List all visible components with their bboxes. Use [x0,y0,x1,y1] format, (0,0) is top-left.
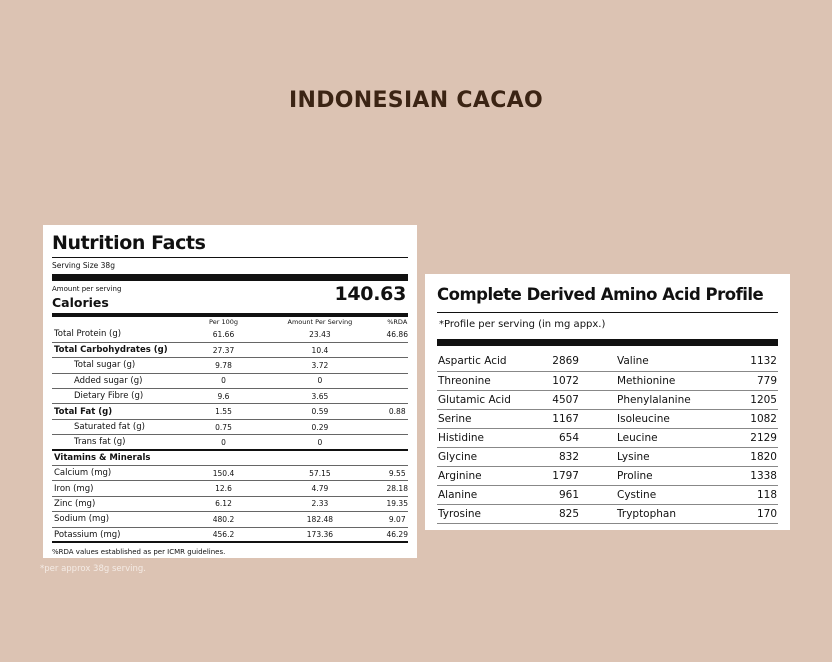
nutrient-per100: 12.6 [194,481,254,496]
amino-name: Methionine [617,371,727,390]
amino-value: 1082 [727,409,778,428]
nutrient-per-serving: 0.59 [253,404,386,419]
nutrient-per-serving: 2.33 [253,496,386,511]
serving-note: *per approx 38g serving. [40,564,146,574]
column-header-rda: %RDA [387,318,408,326]
table-row [52,404,408,419]
nutrient-per100 [194,450,254,465]
nutrient-per100: 1.55 [194,404,254,419]
nutrient-name: Total Protein (g) [52,327,194,342]
spacer [579,485,617,504]
nutrient-per100: 27.37 [194,342,254,357]
nutrient-per100: 61.66 [194,327,254,342]
table-row [52,435,408,450]
nutrition-facts-card [43,225,417,558]
table-row [52,481,408,496]
nutrient-rda [387,358,409,373]
amino-value: 1205 [727,390,778,409]
table-row [437,352,778,371]
table-row [52,496,408,511]
nutrient-per-serving [253,450,386,465]
amino-acid-table [437,352,778,524]
amino-acid-subtitle: *Profile per serving (in mg appx.) [439,319,606,330]
nutrient-per-serving: 10.4 [253,342,386,357]
nutrient-per100: 150.4 [194,466,254,481]
column-header-name [52,317,194,327]
spacer [579,504,617,523]
spacer [579,371,617,390]
amino-value: 779 [727,371,778,390]
table-row [52,527,408,542]
amino-value: 1338 [727,466,778,485]
amino-value: 1132 [727,352,778,371]
amino-acid-card [425,274,790,530]
table-row [437,485,778,504]
rda-footnote: %RDA values established as per ICMR guidelines. [52,548,226,557]
divider-thick [437,339,778,346]
table-row [52,342,408,357]
page-title: INDONESIAN CACAO [289,88,543,113]
nutrient-per100: 0 [194,435,254,450]
nutrition-facts-title: Nutrition Facts [52,232,206,254]
nutrient-name: Total sugar (g) [52,358,194,373]
section-heading-vitamins-minerals: Vitamins & Minerals [52,450,194,465]
amino-name: Aspartic Acid [437,352,537,371]
nutrient-name: Iron (mg) [52,481,194,496]
spacer [579,390,617,409]
nutrient-name: Zinc (mg) [52,496,194,511]
nutrient-per100: 480.2 [194,512,254,527]
table-row [52,512,408,527]
amino-value: 654 [537,428,579,447]
spacer [579,466,617,485]
amino-value: 832 [537,447,579,466]
amino-name: Isoleucine [617,409,727,428]
nutrient-rda: 46.86 [387,327,409,342]
amino-value: 2129 [727,428,778,447]
nutrient-rda: 19.35 [387,496,409,511]
amino-name: Lysine [617,447,727,466]
amino-value: 961 [537,485,579,504]
calories-label: Calories [52,295,109,310]
calories-section [52,281,408,313]
nutrient-per100: 0.75 [194,419,254,434]
table-row [437,466,778,485]
nutrient-per100: 9.6 [194,389,254,404]
table-row [437,447,778,466]
table-row [52,389,408,404]
nutrient-rda [387,450,409,465]
serving-size: Serving Size 38g [52,261,115,270]
amino-name: Proline [617,466,727,485]
spacer [579,428,617,447]
amino-value: 1072 [537,371,579,390]
amino-name: Arginine [437,466,537,485]
nutrient-name: Dietary Fibre (g) [52,389,194,404]
nutrition-table [52,317,408,543]
table-row [437,390,778,409]
amino-value: 825 [537,504,579,523]
amino-name: Threonine [437,371,537,390]
amino-name: Tyrosine [437,504,537,523]
spacer [579,352,617,371]
amount-per-serving-label: Amount per serving [52,285,122,293]
amino-name: Glycine [437,447,537,466]
nutrient-rda: 9.07 [387,512,409,527]
nutrient-per-serving: 0.29 [253,419,386,434]
nutrient-per-serving: 57.15 [253,466,386,481]
table-row [52,373,408,388]
calories-value: 140.63 [334,283,406,305]
nutrient-rda [387,342,409,357]
nutrient-name: Added sugar (g) [52,373,194,388]
nutrient-per100: 6.12 [194,496,254,511]
column-header-per100: Per 100g [209,318,238,326]
table-row [437,504,778,523]
table-row [52,419,408,434]
amino-value: 1167 [537,409,579,428]
amino-value: 1797 [537,466,579,485]
table-row-section-heading [52,450,408,465]
amino-value: 118 [727,485,778,504]
nutrient-rda [387,373,409,388]
amino-name: Cystine [617,485,727,504]
amino-value: 2869 [537,352,579,371]
nutrient-name: Total Fat (g) [52,404,194,419]
nutrient-rda: 0.88 [387,404,409,419]
nutrient-per-serving: 0 [253,435,386,450]
amino-name: Glutamic Acid [437,390,537,409]
nutrient-name: Sodium (mg) [52,512,194,527]
column-header-per-serving: Amount Per Serving [287,318,353,326]
amino-name: Alanine [437,485,537,504]
table-row [52,466,408,481]
amino-name: Tryptophan [617,504,727,523]
nutrient-rda: 9.55 [387,466,409,481]
amino-name: Histidine [437,428,537,447]
nutrient-per-serving: 0 [253,373,386,388]
table-row [437,409,778,428]
amino-name: Serine [437,409,537,428]
table-header-row [52,317,408,327]
table-row [52,358,408,373]
nutrient-rda [387,389,409,404]
table-row [52,327,408,342]
divider-thick [52,274,408,281]
nutrient-rda: 28.18 [387,481,409,496]
amino-name: Phenylalanine [617,390,727,409]
table-row [437,428,778,447]
amino-name: Leucine [617,428,727,447]
amino-acid-title: Complete Derived Amino Acid Profile [437,285,764,304]
spacer [579,409,617,428]
nutrient-per-serving: 23.43 [253,327,386,342]
nutrient-name: Trans fat (g) [52,435,194,450]
nutrient-name: Calcium (mg) [52,466,194,481]
table-row [437,371,778,390]
spacer [579,447,617,466]
amino-name: Valine [617,352,727,371]
nutrient-per100: 0 [194,373,254,388]
nutrient-per100: 9.78 [194,358,254,373]
nutrient-name: Total Carbohydrates (g) [52,342,194,357]
amino-value: 4507 [537,390,579,409]
nutrient-per100: 456.2 [194,527,254,542]
nutrient-name: Saturated fat (g) [52,419,194,434]
nutrient-rda: 46.29 [387,527,409,542]
amino-value: 170 [727,504,778,523]
nutrient-per-serving: 173.36 [253,527,386,542]
nutrient-per-serving: 4.79 [253,481,386,496]
nutrient-per-serving: 3.65 [253,389,386,404]
nutrient-per-serving: 182.48 [253,512,386,527]
amino-value: 1820 [727,447,778,466]
nutrient-name: Potassium (mg) [52,527,194,542]
nutrient-per-serving: 3.72 [253,358,386,373]
nutrient-rda [387,435,409,450]
nutrient-rda [387,419,409,434]
